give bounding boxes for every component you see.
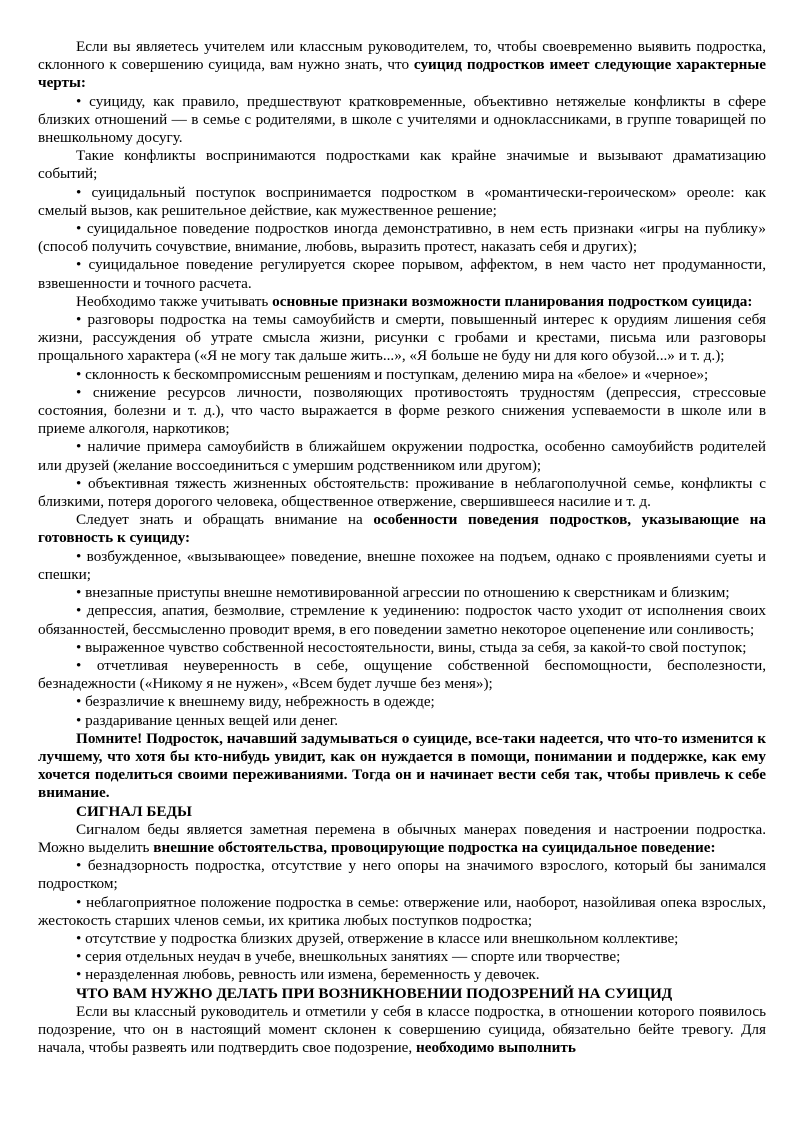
text: Если вы являетесь учителем или классным руководителем, то, чтобы своевременно выявить подростка, склонного к совершению суицида, вам нужно знать, что (38, 38, 766, 74)
text: • серия отдельных неудач в учебе, внешкольных занятиях — спорте или творчестве; (76, 948, 621, 966)
paragraph (38, 147, 766, 183)
bullet-item (38, 602, 766, 638)
bullet-item (38, 639, 766, 657)
text: Такие конфликты воспринимаются подростками как крайне значимые и вызывают драматизацию событий; (38, 147, 766, 183)
bullet-item (38, 220, 766, 256)
bullet-item (38, 438, 766, 474)
paragraph (38, 38, 766, 93)
bullet-item (38, 948, 766, 966)
document-page (38, 38, 766, 1057)
text: • суицидальное поведение подростков иногда демонстративно, в нем есть признаки «игры на публику» (способ получить сочувствие, внимание, любовь, выразить протест, наказать себя и других); (38, 220, 766, 256)
text: • отсутствие у подростка близких друзей, отвержение в классе или внешкольном коллективе; (76, 929, 679, 947)
text: • безнадзорность подростка, отсутствие у него опоры на значимого взрослого, который бы занимался подростком; (38, 857, 766, 893)
text: • объективная тяжесть жизненных обстоятельств: проживание в неблагополучной семье, конфликты с близкими, потеря дорогого человека, общественное отвержение, свершившееся насилие и т. д. (38, 474, 766, 511)
text: Необходимо также учитывать (76, 292, 273, 310)
text: • выраженное чувство собственной несостоятельности, вины, стыда за себя, за какой-то свой поступок; (76, 638, 747, 656)
text: • снижение ресурсов личности, позволяющих противостоять трудностям (депрессия, стрессовые состояния, болезни и т. д.), что часто выражается в форме резкого снижения успеваемости в школе или в приеме алкоголя, наркотиков; (38, 383, 766, 438)
text: Сигналом беды является заметная перемена в обычных манерах поведения и настроении подростка. Можно выделить (38, 820, 766, 856)
text: • суицидальное поведение регулируется скорее порывом, аффектом, в нем часто нет продуманности, взвешенности и точного расчета. (38, 256, 766, 292)
bullet-item (38, 857, 766, 893)
bullet-item (38, 548, 766, 584)
bullet-item (38, 657, 766, 693)
bullet-item (38, 366, 766, 384)
text: • безразличие к внешнему виду, небрежность в одежде; (76, 693, 435, 711)
paragraph (38, 821, 766, 857)
bold-text: необходимо выполнить (415, 1039, 576, 1057)
text: • суициду, как правило, предшествуют кратковременные, объективно нетяжелые конфликты в сфере близких отношений — в семье с родителями, в школе с учителями и одноклассниками, в группе товарищей по внешкольному досугу. (38, 92, 766, 147)
bullet-item (38, 311, 766, 366)
bullet-item (38, 584, 766, 602)
bold-text: основные признаки возможности планирования подростком суицида: (272, 292, 753, 310)
bullet-item (38, 184, 766, 220)
text: • депрессия, апатия, безмолвие, стремление к уединению: подросток часто уходит от исполнения своих обязанностей, бессмысленно проводит время, в его поведении заметно некоторое оцепенение или сонливость; (38, 602, 766, 638)
text: • суицидальный поступок воспринимается подростком в «романтически-героическом» ореоле: как смелый вызов, как решительное действие, как мужественное решение; (38, 183, 766, 219)
paragraph (38, 730, 766, 803)
text: Если вы классный руководитель и отметили у себя в классе подростка, в отношении которого появилось подозрение, что он в настоящий момент склонен к совершению суицида, обязательно бейте тревогу. Для начала, чтобы развеять или подтвердить свое подозрение, (38, 1002, 766, 1057)
text: • склонность к бескомпромиссным решениям и поступкам, делению мира на «белое» и «черное»; (76, 365, 709, 383)
bold-text: ЧТО ВАМ НУЖНО ДЕЛАТЬ ПРИ ВОЗНИКНОВЕНИИ ПОДОЗРЕНИЙ НА СУИЦИД (76, 984, 673, 1002)
paragraph (38, 511, 766, 547)
bullet-item (38, 894, 766, 930)
text: • возбужденное, «вызывающее» поведение, внешне похожее на подъем, однако с проявлениями суеты и спешки; (38, 547, 766, 583)
text: • внезапные приступы внешне немотивированной агрессии по отношению к сверстникам и близким; (76, 584, 730, 602)
bullet-item (38, 256, 766, 292)
text: Следует знать и обращать внимание на (76, 511, 374, 529)
bullet-item (38, 693, 766, 711)
text: • разговоры подростка на темы самоубийств и смерти, повышенный интерес к орудиям лишения себя жизни, рассуждения об утрате смысла жизни, рисунки с гробами и крестами, письма или разговоры прощального характера («Я не могу так дальше жить...», «Я больше не буду ни для кого обузой...» и т. д.); (38, 311, 766, 365)
bullet-item (38, 475, 766, 511)
bullet-item (38, 966, 766, 984)
bold-text: особенности поведения подростков, указывающие на готовность к суициду: (38, 511, 766, 547)
bullet-item (38, 93, 766, 148)
bold-text: СИГНАЛ БЕДЫ (76, 802, 192, 820)
bold-text: внешние обстоятельства, провоцирующие подростка на суицидальное поведение: (153, 838, 716, 856)
text: • неразделенная любовь, ревность или измена, беременность у девочек. (76, 966, 540, 984)
paragraph (38, 293, 766, 311)
bullet-item (38, 712, 766, 730)
paragraph (38, 1003, 766, 1058)
section-heading (38, 985, 766, 1003)
bullet-item (38, 930, 766, 948)
text: • раздаривание ценных вещей или денег. (76, 711, 339, 729)
bullet-item (38, 384, 766, 439)
text: • отчетливая неуверенность в себе, ощущение собственной беспомощности, бесполезности, безнадежности («Никому я не нужен», «Всем будет лучше без меня»); (38, 656, 766, 693)
bold-text: суицид подростков имеет следующие характерные черты: (38, 56, 766, 92)
text: • неблагоприятное положение подростка в семье: отвержение или, наоборот, назойливая опека взрослых, жестокость старших членов семьи, их критика любых поступков подростка; (38, 893, 766, 929)
section-heading (38, 803, 766, 821)
text: • наличие примера самоубийств в ближайшем окружении подростка, особенно самоубийств родителей или друзей (желание воссоединиться с умершим родственником или другом); (38, 438, 766, 474)
bold-text: Помните! Подросток, начавший задумываться о суициде, все-таки надеется, что что-то изменится к лучшему, что хотя бы кто-нибудь увидит, как он нуждается в помощи, понимании и поддержке, как ему хочется поделиться своими переживаниями. Тогда он и начинает вести себя так, чтобы привлечь к себе внимание. (38, 729, 766, 802)
